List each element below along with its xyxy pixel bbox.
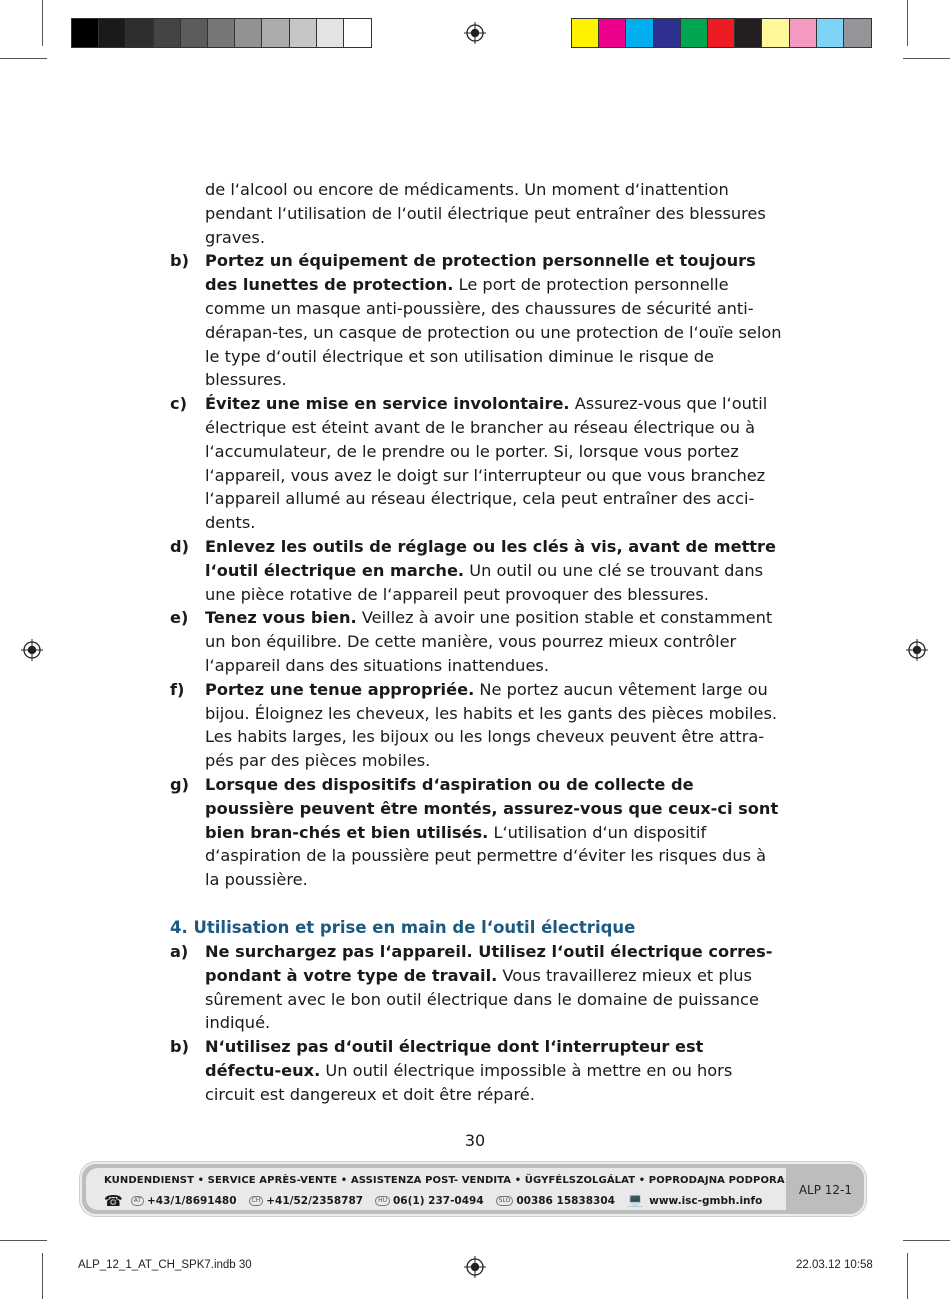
service-line: KUNDENDIENST • SERVICE APRÈS-VENTE • ASSISTENZA POST- VENDITA • ÜGYFÉLSZOLGÁLAT • POPRODAJNA PODPORA (104, 1175, 785, 1186)
crop-mark (907, 0, 908, 46)
laptop-icon: 💻 (626, 1193, 644, 1208)
phone-number: 00386 15838304 (516, 1194, 615, 1207)
phone-icon: ☎ (104, 1191, 123, 1210)
item-text: Un outil ou une clé se trouvant dans une pièce rotative de l‘appareil peut provoquer des blessures. (205, 560, 764, 604)
service-info-panel (86, 1168, 786, 1210)
process-swatch (681, 19, 708, 47)
file-slug: ALP_12_1_AT_CH_SPK7.indb 30 (78, 1259, 252, 1271)
item-heading: Tenez vous bien. (205, 608, 357, 628)
item-heading: N‘utilisez pas d‘outil électrique dont l‘interrupteur est défectu-eux. (205, 1037, 704, 1080)
grayscale-swatch (262, 19, 289, 47)
grayscale-swatch (317, 19, 344, 47)
registration-mark-icon (21, 639, 43, 661)
item-heading: Portez une tenue appropriée. (205, 679, 475, 699)
registration-mark-icon (906, 639, 928, 661)
item-text: Vous travaillerez mieux et plus sûrement avec le bon outil électrique dans le domaine de puissance indiqué. (205, 965, 759, 1033)
item-heading: Lorsque des dispositifs d‘aspiration ou de collecte de poussière peuvent être montés, assurez-vous que ceux-ci sont bien bran-chés et bien utilisés. (205, 774, 779, 842)
item-heading: Ne surchargez pas l‘appareil. Utilisez l‘outil électrique corres-pondant à votre type de travail. (205, 941, 773, 985)
phone-entry (375, 1195, 484, 1207)
safety-item (170, 678, 782, 773)
crop-mark (0, 1240, 47, 1241)
grayscale-swatch (154, 19, 181, 47)
item-heading: Portez un équipement de protection personnelle et toujours des lunettes de protection. (205, 251, 756, 295)
process-swatch (572, 19, 599, 47)
item-text: Ne portez aucun vêtement large ou bijou. Éloignez les cheveux, les habits et les gants des pièces mobiles. Les habits larges, les bijoux ou les longs cheveux peuvent être attra-pés par des pièces mobiles. (205, 679, 778, 771)
crop-mark (0, 58, 47, 59)
intro-text: de l‘alcool ou encore de médicaments. Un moment d‘inattention pendant l‘utilisation de l‘outil électrique peut entraîner des blessures graves. (205, 180, 766, 247)
item-label: a) (170, 941, 189, 961)
process-swatch (762, 19, 789, 47)
grayscale-swatch (99, 19, 126, 47)
process-swatch (626, 19, 653, 47)
phone-list (131, 1195, 627, 1207)
grayscale-swatch (344, 19, 371, 47)
process-swatch (599, 19, 626, 47)
item-text: Assurez-vous que l‘outil électrique est éteint avant de le brancher au réseau électrique ou à l‘accumulateur, de le prendre ou le porter. Si, lorsque vous portez l‘appareil, vous avez le doigt sur l‘interrupteur ou que vous branchez l‘appareil allumé au réseau électrique, cela peut entraîner des acci-dents. (205, 394, 768, 533)
section-title: 4. Utilisation et prise en main de l‘outil électrique (170, 917, 636, 937)
process-swatch (817, 19, 844, 47)
phone-entry (496, 1195, 615, 1207)
item-text: Veillez à avoir une position stable et constamment un bon équilibre. De cette manière, vous pourrez mieux contrôler l‘appareil dans des situations inattendues. (205, 608, 773, 675)
country-badge: SLO (496, 1196, 514, 1206)
process-swatch (654, 19, 681, 47)
item-label: b) (170, 1037, 189, 1057)
intro-paragraph (170, 178, 782, 249)
page-content (170, 178, 782, 1106)
model-label: ALP 12-1 (798, 1183, 852, 1197)
phone-entry (131, 1195, 237, 1207)
phone-number: 06(1) 237-0494 (392, 1194, 484, 1207)
phone-number: +43/1/8691480 (147, 1194, 237, 1207)
country-badge: CH (249, 1196, 264, 1206)
grayscale-color-bar (71, 18, 372, 48)
process-swatch (708, 19, 735, 47)
service-footer (80, 1162, 866, 1216)
website-link[interactable]: www.isc-gmbh.info (649, 1194, 763, 1207)
phone-number: +41/52/2358787 (266, 1194, 364, 1207)
section-list (170, 940, 782, 1107)
item-label: b) (170, 251, 189, 271)
grayscale-swatch (72, 19, 99, 47)
grayscale-swatch (181, 19, 208, 47)
contact-line (104, 1193, 762, 1208)
process-swatch (735, 19, 762, 47)
item-text: Le port de protection personnelle comme un masque anti-poussière, des chaussures de sécurité anti-dérapan-tes, un casque de protection ou une protection de l‘ouïe selon le type d‘outil électrique et son utilisation diminue le risque de blessures. (205, 275, 782, 390)
crop-mark (903, 1240, 950, 1241)
crop-mark (907, 1253, 908, 1299)
phone-entry (249, 1195, 364, 1207)
process-color-bar (571, 18, 872, 48)
item-label: c) (170, 394, 187, 414)
safety-item (170, 606, 782, 677)
item-heading: Enlevez les outils de réglage ou les clés à vis, avant de mettre l‘outil électrique en marche. (205, 536, 777, 580)
safety-item (170, 535, 782, 606)
grayscale-swatch (208, 19, 235, 47)
process-swatch (844, 19, 871, 47)
item-label: g) (170, 774, 189, 794)
process-swatch (790, 19, 817, 47)
usage-item (170, 940, 782, 1035)
registration-mark-icon (464, 1256, 486, 1278)
safety-item (170, 249, 782, 392)
item-text: Un outil électrique impossible à mettre en ou hors circuit est dangereux et doit être réparé. (205, 1060, 733, 1104)
item-label: f) (170, 679, 185, 699)
country-badge: AT (131, 1196, 144, 1206)
date-slug: 22.03.12 10:58 (796, 1259, 873, 1271)
page-number: 30 (464, 1131, 486, 1150)
safety-item (170, 773, 782, 892)
usage-item (170, 1035, 782, 1106)
safety-list (170, 249, 782, 892)
grayscale-swatch (126, 19, 153, 47)
grayscale-swatch (290, 19, 317, 47)
crop-mark (903, 58, 950, 59)
item-text: L‘utilisation d‘un dispositif d‘aspiration de la poussière peut permettre d‘éviter les risques dus à la poussière. (205, 822, 767, 890)
item-label: d) (170, 536, 189, 556)
item-label: e) (170, 608, 189, 628)
item-heading: Évitez une mise en service involontaire. (205, 394, 570, 414)
country-badge: HU (375, 1196, 390, 1206)
crop-mark (42, 1253, 43, 1299)
safety-item (170, 392, 782, 535)
grayscale-swatch (235, 19, 262, 47)
crop-mark (42, 0, 43, 46)
registration-mark-icon (464, 22, 486, 44)
